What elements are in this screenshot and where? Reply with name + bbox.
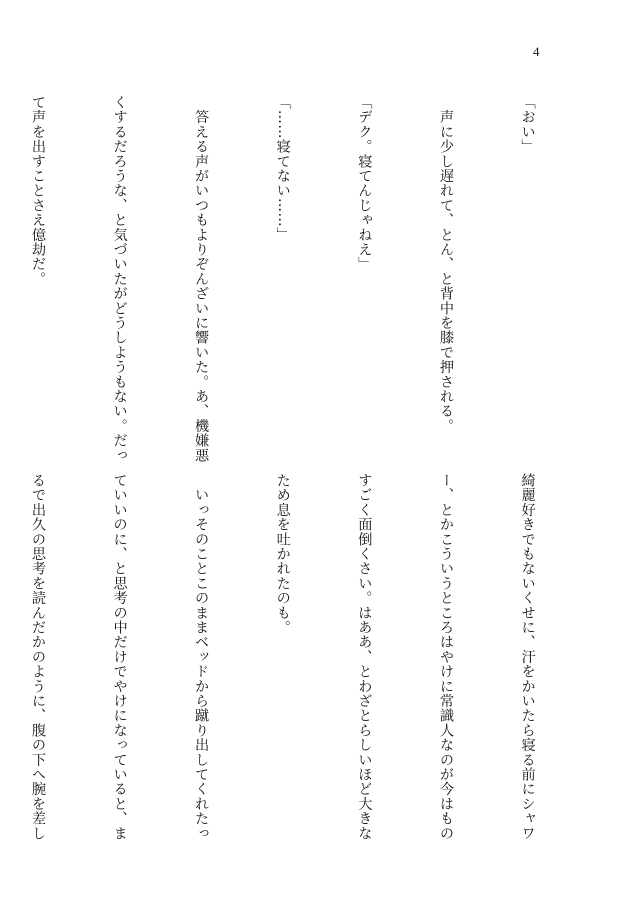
text-line: ー、とかこういうところはやけに常識人なのが今はもの <box>437 473 454 841</box>
text-line: すごく面倒くさい。はああ、とわざとらしいほど大きな <box>356 473 373 841</box>
text-line: 「デク。寝てんじゃねえ」 <box>356 95 373 272</box>
text-line: くするだろうな、と気づいたがどうしようもない。だっ <box>111 95 128 463</box>
text-line: て声を出すことさえ億劫だ。 <box>29 95 46 287</box>
text-line: いっそのことこのままベッドから蹴り出してくれたっ <box>193 473 210 841</box>
page-number: 4 <box>533 44 540 59</box>
text-line: ていいのに、と思考の中だけでやけになっていると、ま <box>111 473 128 841</box>
upper-text-block <box>0 95 595 463</box>
text-line: ため息を吐かれたのも。 <box>274 473 291 635</box>
text-line: 「……寝てない……」 <box>274 95 291 242</box>
text-line: るで出久の思考を読んだかのように、腹の下へ腕を差し <box>29 473 46 841</box>
text-line: 綺麗好きでもないくせに、汗をかいたら寝る前にシャワ <box>519 473 536 841</box>
text-line: 答える声がいつもよりぞんざいに響いた。あ、機嫌悪 <box>193 95 210 463</box>
text-line: 「おい」 <box>519 95 536 154</box>
lower-text-block <box>0 473 595 841</box>
text-line: 声に少し遅れて、とん、と背中を膝で押される。 <box>437 95 454 434</box>
